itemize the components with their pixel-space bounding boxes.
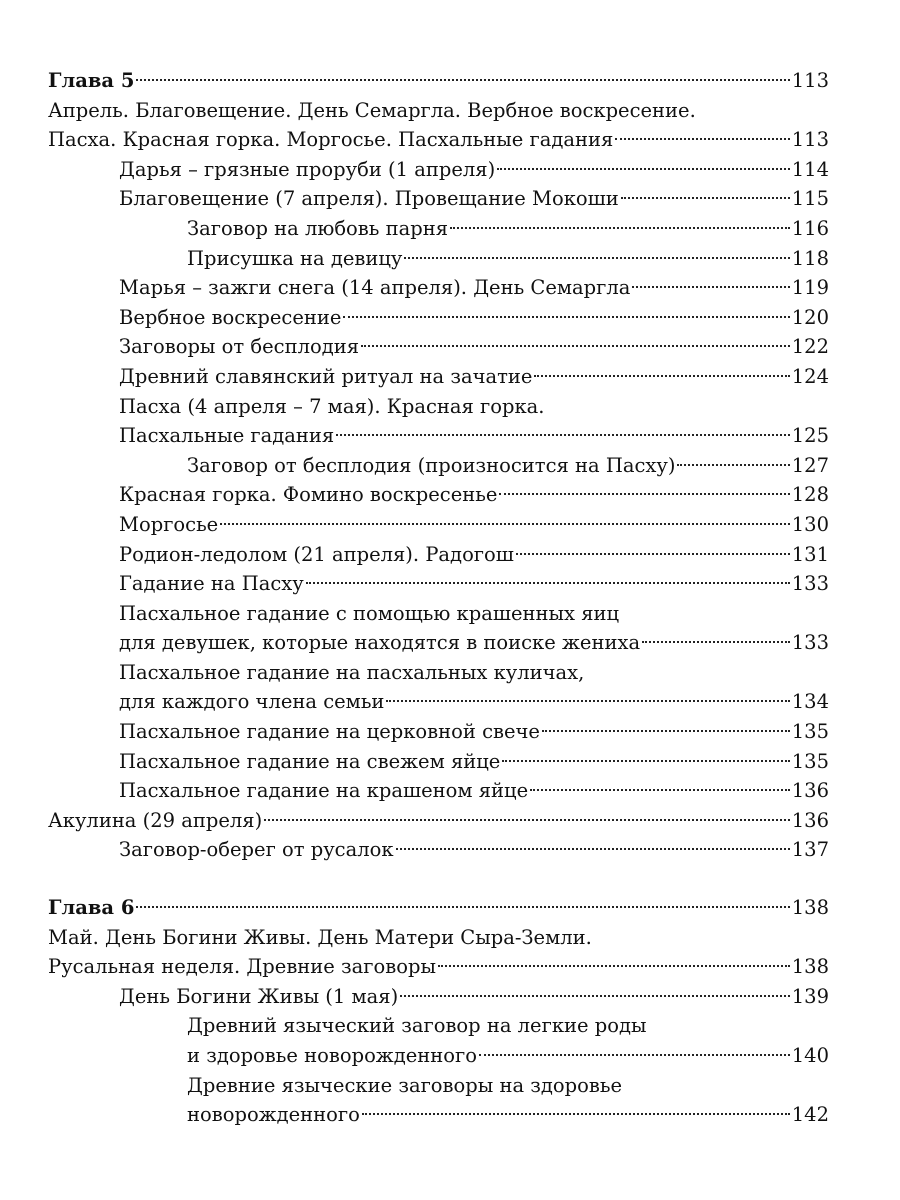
toc-entry[interactable] (0, 952, 829, 982)
toc-entry-title: Глава 6 (48, 896, 135, 920)
toc-page-number: 134 (791, 690, 829, 714)
toc-entry-title: Акулина (29 апреля) (48, 808, 263, 832)
toc-entry-title: Пасхальное гадание с помощью крашенных яиц (119, 601, 620, 625)
toc-page-number: 119 (791, 276, 829, 300)
dot-leader (438, 965, 790, 967)
toc-entry-title: Заговор на любовь парня (187, 216, 448, 240)
toc-entry[interactable] (0, 628, 829, 658)
dot-leader (516, 553, 790, 555)
toc-entry[interactable] (0, 982, 829, 1012)
toc-page-number: 131 (791, 542, 829, 566)
toc-entry-continuation (0, 1071, 829, 1101)
toc-entry[interactable] (0, 480, 829, 510)
toc-entry-title: Пасхальные гадания (119, 424, 335, 448)
toc-entry-title: Май. День Богини Живы. День Матери Сыра-Земли. (48, 925, 592, 949)
toc-entry[interactable] (0, 747, 829, 777)
toc-page-number: 125 (791, 424, 829, 448)
toc-entry[interactable] (0, 451, 829, 481)
dot-leader (542, 730, 790, 732)
dot-leader (361, 345, 790, 347)
dot-leader (136, 906, 789, 908)
toc-page-number: 137 (791, 838, 829, 862)
toc-page-number: 142 (791, 1103, 829, 1127)
toc-entry-title: Древние языческие заговоры на здоровье (187, 1073, 623, 1097)
toc-entry-title: и здоровье новорожденного (187, 1044, 477, 1067)
toc-chapter-heading[interactable] (0, 66, 829, 96)
toc-entry-title: Пасхальное гадание на церковной свече (119, 720, 540, 744)
toc-entry-continuation (0, 96, 829, 126)
dot-leader (534, 375, 789, 377)
dot-leader (677, 464, 789, 466)
dot-leader (264, 819, 790, 821)
dot-leader (642, 641, 790, 643)
toc-entry[interactable] (0, 510, 829, 540)
dot-leader (621, 197, 790, 199)
toc-entry-title: Пасхальное гадание на пасхальных куличах, (119, 660, 585, 684)
dot-leader (632, 286, 789, 288)
toc-entry[interactable] (0, 155, 829, 185)
toc-entry[interactable] (0, 244, 829, 274)
toc-page-number: 135 (791, 720, 829, 744)
toc-page-number: 135 (791, 749, 829, 773)
toc-page-number: 115 (791, 187, 829, 211)
toc-entry[interactable] (0, 540, 829, 570)
toc-entry[interactable] (0, 776, 829, 806)
toc-entry[interactable] (0, 184, 829, 214)
toc-page-number: 118 (791, 246, 829, 270)
dot-leader (400, 995, 790, 997)
toc-entry[interactable] (0, 125, 829, 155)
table-of-contents (0, 66, 900, 1130)
chapter-gap (0, 865, 900, 893)
toc-entry-continuation (0, 392, 829, 422)
toc-entry[interactable] (0, 332, 829, 362)
dot-leader (502, 760, 789, 762)
toc-page-number: 113 (791, 69, 829, 92)
toc-entry-title: для девушек, которые находятся в поиске жениха (119, 631, 641, 655)
dot-leader (343, 316, 789, 318)
toc-page-number: 138 (791, 896, 829, 920)
dot-leader (336, 434, 790, 436)
toc-page-number: 130 (791, 512, 829, 536)
toc-entry[interactable] (0, 835, 829, 865)
toc-entry-title: Древний языческий заговор на легкие роды (187, 1014, 647, 1038)
toc-page-number: 139 (791, 984, 829, 1008)
dot-leader (450, 227, 790, 229)
toc-entry-continuation (0, 923, 829, 953)
toc-page-number: 133 (791, 631, 829, 655)
toc-entry-title: Родион-ледолом (21 апреля). Радогош (119, 542, 514, 566)
toc-entry[interactable] (0, 1041, 829, 1071)
toc-page-number: 116 (791, 216, 829, 240)
toc-page-number: 133 (791, 572, 829, 596)
dot-leader (220, 523, 790, 525)
toc-entry[interactable] (0, 214, 829, 244)
toc-entry-title: Пасха (4 апреля – 7 мая). Красная горка. (119, 394, 545, 418)
dot-leader (136, 79, 789, 81)
toc-page-number: 127 (791, 453, 829, 477)
toc-entry-title: Моргосье (119, 512, 219, 536)
dot-leader (386, 700, 789, 702)
toc-chapter-heading[interactable] (0, 893, 829, 923)
toc-entry[interactable] (0, 806, 829, 836)
toc-entry[interactable] (0, 717, 829, 747)
toc-entry-title: для каждого члена семьи (119, 690, 385, 714)
dot-leader (615, 138, 789, 140)
dot-leader (362, 1113, 790, 1115)
dot-leader (497, 168, 790, 170)
toc-entry-title: День Богини Живы (1 мая) (119, 984, 399, 1008)
toc-entry-title: Благовещение (7 апреля). Провещание Мокоши (119, 187, 619, 211)
toc-entry-title: Заговор от бесплодия (произносится на Пасху) (187, 453, 676, 477)
toc-page-number: 114 (791, 157, 829, 181)
toc-entry[interactable] (0, 1100, 829, 1130)
toc-page-number: 136 (791, 808, 829, 832)
dot-leader (499, 493, 789, 495)
toc-entry-continuation (0, 1011, 829, 1041)
toc-entry-title: Глава 5 (48, 69, 135, 92)
toc-entry-title: Присушка на девицу (187, 246, 403, 270)
toc-entry-title: Апрель. Благовещение. День Семаргла. Вербное воскресение. (48, 98, 696, 122)
toc-entry-title: Вербное воскресение (119, 305, 342, 329)
toc-entry-title: Красная горка. Фомино воскресенье (119, 483, 498, 507)
toc-entry-title: Пасха. Красная горка. Моргосье. Пасхальные гадания (48, 128, 614, 152)
toc-page-number: 136 (791, 779, 829, 803)
toc-entry-title: Древний славянский ритуал на зачатие (119, 364, 533, 388)
toc-page-number: 120 (791, 305, 829, 329)
toc-entry[interactable] (0, 421, 829, 451)
toc-entry-continuation (0, 599, 829, 629)
dot-leader (530, 789, 790, 791)
dot-leader (479, 1054, 790, 1056)
dot-leader (306, 582, 790, 584)
toc-entry-title: Пасхальное гадание на свежем яйце (119, 749, 501, 773)
toc-entry[interactable] (0, 569, 829, 599)
toc-page-number: 122 (791, 335, 829, 359)
toc-page-number: 128 (791, 483, 829, 507)
toc-entry-title: Заговоры от бесплодия (119, 335, 360, 359)
toc-entry-title: новорожденного (187, 1103, 360, 1127)
toc-entry-title: Пасхальное гадание на крашеном яйце (119, 779, 529, 803)
toc-entry[interactable] (0, 273, 829, 303)
toc-entry-continuation (0, 658, 829, 688)
toc-page-number: 138 (791, 955, 829, 979)
toc-entry-title: Дарья – грязные проруби (1 апреля) (119, 157, 496, 181)
dot-leader (396, 848, 790, 850)
toc-entry-title: Русальная неделя. Древние заговоры (48, 955, 436, 979)
toc-page-number: 113 (791, 128, 829, 152)
dot-leader (404, 257, 789, 259)
toc-entry-title: Марья – зажги снега (14 апреля). День Семаргла (119, 276, 631, 300)
toc-page-number: 140 (791, 1044, 829, 1067)
toc-page-number: 124 (791, 364, 829, 388)
toc-entry[interactable] (0, 362, 829, 392)
toc-entry[interactable] (0, 687, 829, 717)
toc-entry-title: Гадание на Пасху (119, 572, 304, 596)
toc-entry[interactable] (0, 303, 829, 333)
toc-entry-title: Заговор-оберег от русалок (119, 838, 394, 862)
